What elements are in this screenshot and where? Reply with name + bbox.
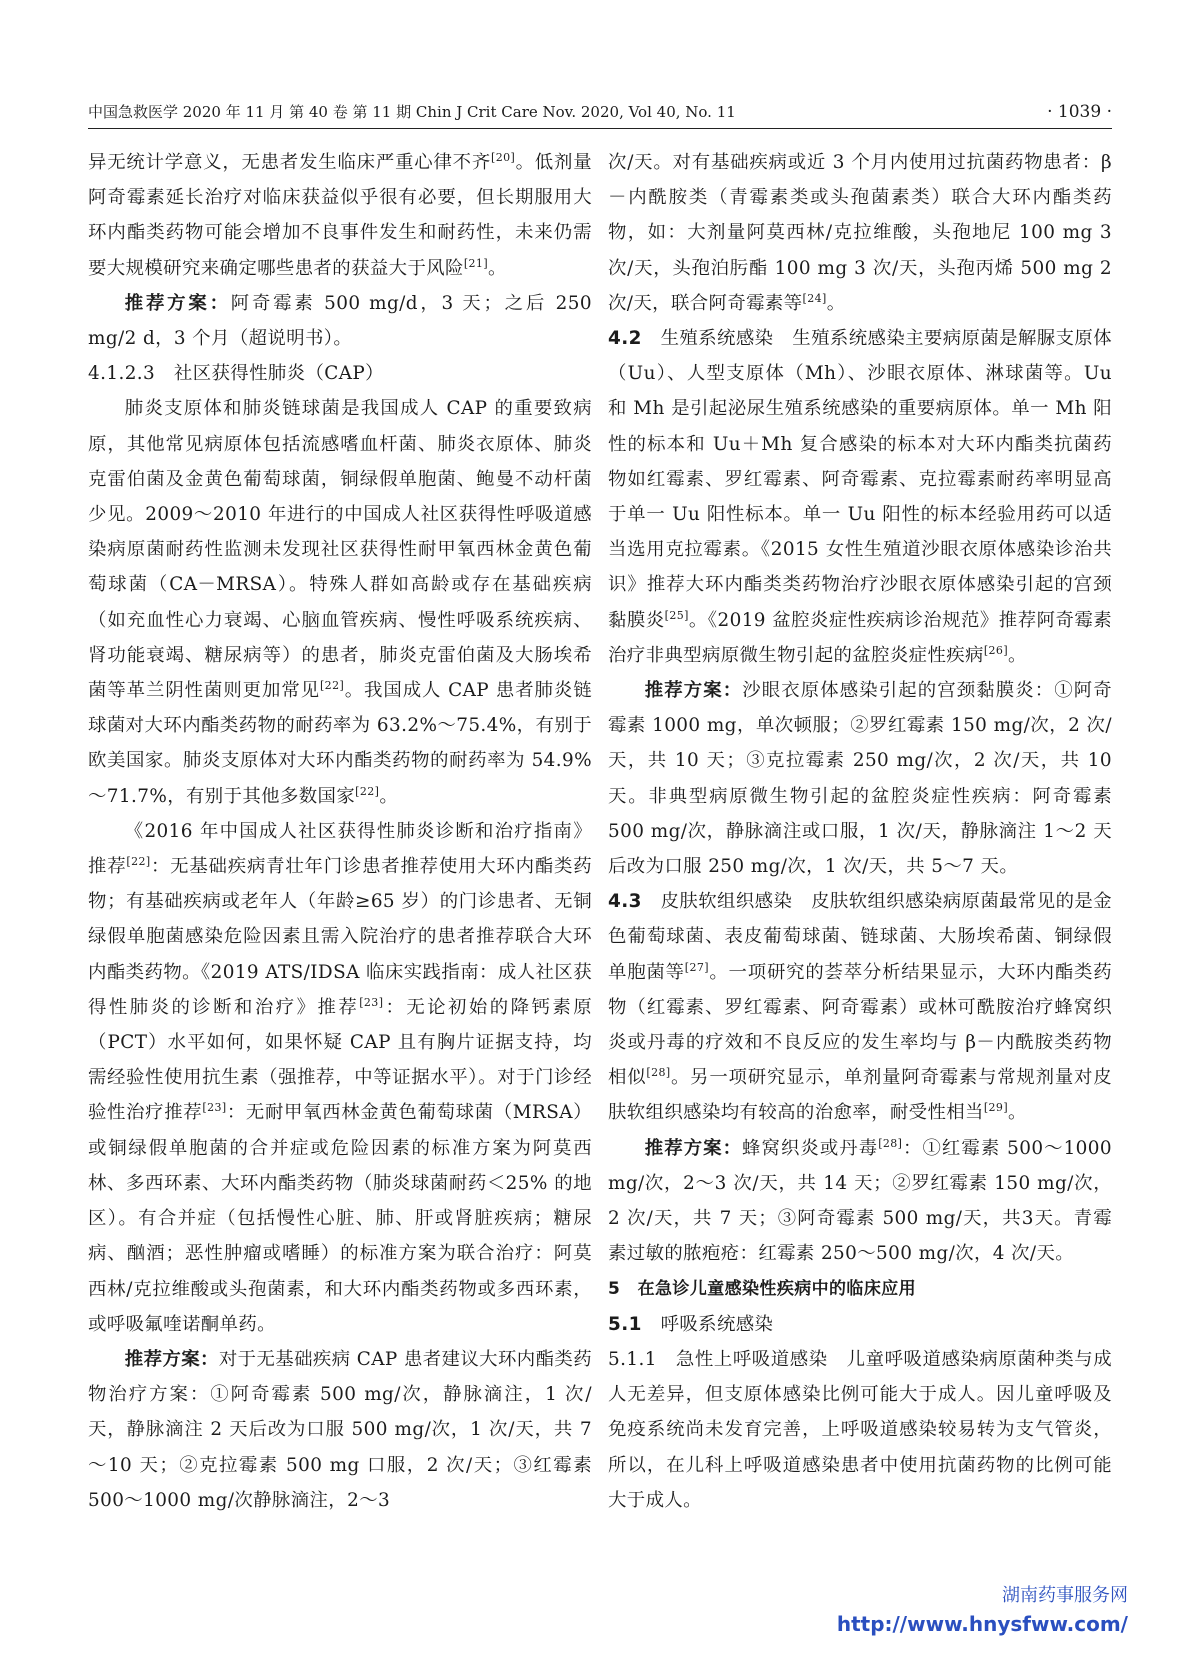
text: 。另一项研究显示，单剂量阿奇霉素与常规剂量对皮肤软组织感染均有较高的治愈率，耐受性相当	[608, 1067, 1112, 1124]
citation: [26]	[983, 643, 1009, 657]
section-title: 生殖系统感染	[660, 328, 774, 350]
text: 。	[1008, 1102, 1027, 1124]
text: 。一项研究的荟萃分析结果显示，大环内酯类药物（红霉素、罗红霉素、阿奇霉素）或林可酰胺治疗蜂窝织炎或丹毒的疗效和不良反应的发生率均与 β－内酰胺类药物相似	[608, 961, 1112, 1089]
recommendation-label: 推荐方案：	[644, 1137, 743, 1159]
text: 。低剂量阿奇霉素延长治疗对临床获益似乎很有必要，但长期服用大环内酯类药物可能会增加不良事件发生和耐药性，未来仍需要大规模研究来确定哪些患者的获益大于风险	[88, 152, 592, 279]
watermark-name: 湖南药事服务网	[1002, 1585, 1128, 1606]
text: 沙眼衣原体感染引起的宫颈黏膜炎：①阿奇霉素 1000 mg，单次顿服；②罗红霉素 150 mg/次，2 次/天，共 10 天；③克拉霉素 250 mg/次，2 次/天，共 10 天。非典型病原微生物引起的盆腔炎症性疾病：阿奇霉素 500 mg/次，静脉滴注或口服，1 次/天，静脉滴注 1～2 天后改为口服 250 mg/次，1 次/天，共 5～7 天。	[608, 680, 1112, 878]
recommendation	[88, 286, 592, 356]
text: 肺炎支原体和肺炎链球菌是我国成人 CAP 的重要致病原，其他常见病原体包括流感嗜血杆菌、肺炎衣原体、肺炎克雷伯菌及金黄色葡萄球菌，铜绿假单胞菌、鲍曼不动杆菌少见。2009～2010 年进行的中国成人社区获得性呼吸道感染病原菌耐药性监测未发现社区获得性耐甲氧西林金黄色葡萄球菌（CA－MRSA）。特殊人群如高龄或存在基础疾病（如充血性心力衰竭、心脑血管疾病、慢性呼吸系统疾病、肾功能衰竭、糖尿病等）的患者，肺炎克雷伯菌及大肠埃希菌等革兰阴性菌则更加常见	[88, 398, 592, 702]
citation: [23]	[359, 995, 384, 1009]
text: 《2016 年中国成人社区获得性肺炎诊断和治疗指南》推荐	[88, 820, 592, 878]
text: 。	[488, 257, 507, 279]
text: ：①红霉素 500～1000 mg/次，2～3 次/天，共 14 天；②罗红霉素 150 mg/次，2 次/天，共 7 天；③阿奇霉素 500 mg/天，共3天。青霉素过敏的脓疱疮：红霉素 250～500 mg/次，4 次/天。	[608, 1137, 1112, 1265]
text: 对于无基础疾病 CAP 患者建议大环内酯类药物治疗方案：①阿奇霉素 500 mg/次，静脉滴注，1 次/天，静脉滴注 2 天后改为口服 500 mg/次，1 次/天，共 7～10 天；②克拉霉素 500 mg 口服，2 次/天；③红霉素 500～1000 mg/次静脉滴注，2～3	[88, 1348, 592, 1511]
text: 蜂窝织炎或丹毒	[742, 1137, 879, 1159]
text: 异无统计学意义，无患者发生临床严重心律不齐	[88, 152, 492, 173]
citation: [27]	[684, 960, 709, 974]
text: 。《2019 盆腔炎症性疾病诊治规范》推荐阿奇霉素治疗非典型病原微生物引起的盆腔炎症性疾病	[608, 609, 1113, 666]
citation: [20]	[491, 150, 516, 164]
paragraph	[608, 1342, 1112, 1518]
paragraph	[88, 814, 592, 1342]
paragraph	[88, 145, 592, 286]
section-number: 4.3	[608, 891, 642, 913]
text: 儿童呼吸道感染病原菌种类与成人无差异，但支原体感染比例可能大于成人。因儿童呼吸及免疫系统尚未发育完善，上呼吸道感染较易转为支气管炎，所以，在儿科上呼吸道感染患者中使用抗菌药物的比例可能大于成人。	[608, 1348, 1112, 1511]
citation: [28]	[646, 1066, 671, 1080]
recommendation-label: 推荐方案：	[644, 680, 743, 702]
text: ：无基础疾病青壮年门诊患者推荐使用大环内酯类药物；有基础疾病或老年人（年龄≥65 岁）的门诊患者、无铜绿假单胞菌感染危险因素且需入院治疗的患者推荐联合大环内酯类药物。《2019 ATS/IDSA 临床实践指南：成人社区获得性肺炎的诊断和治疗》推荐	[88, 856, 592, 1018]
text: 。我国成人 CAP 患者肺炎链球菌对大环内酯类药物的耐药率为 63.2%～75.4%，有别于欧美国家。肺炎支原体对大环内酯类药物的耐药率为 54.9%～71.7%，有别于其他多数国家	[88, 680, 592, 807]
text: 。	[379, 785, 399, 807]
section-heading: 4.1.2.3 社区获得性肺炎（CAP）	[88, 363, 384, 385]
paragraph	[608, 321, 1112, 673]
section-title: 皮肤软组织感染	[660, 891, 793, 913]
recommendation	[608, 1131, 1112, 1272]
left-column	[88, 145, 592, 1518]
watermark	[837, 1582, 1128, 1638]
paragraph	[88, 391, 592, 813]
citation: [25]	[664, 608, 689, 622]
subsection-heading	[608, 1307, 1112, 1342]
recommendation	[608, 673, 1112, 884]
text: ：无耐甲氧西林金黄色葡萄球菌（MRSA）或铜绿假单胞菌的合并症或危险因素的标准方案为阿莫西林、多西环素、大环内酯类药物（肺炎球菌耐药＜25% 的地区）。有合并症（包括慢性心脏、肺、肝或肾脏疾病；糖尿病、酗酒；恶性肿瘤或嗜睡）的标准方案为联合治疗：阿莫西林/克拉维酸或头孢菌素，和大环内酯类药物或多西环素，或呼吸氟喹诺酮单药。	[88, 1102, 592, 1335]
section-number: 5.1	[608, 1313, 642, 1335]
citation: [24]	[802, 291, 827, 305]
citation: [28]	[878, 1136, 903, 1150]
paragraph	[608, 884, 1112, 1130]
citation: [22]	[126, 854, 151, 868]
right-column	[608, 145, 1112, 1518]
citation: [21]	[463, 256, 489, 270]
running-header	[88, 98, 1112, 129]
recommendation-label: 推荐方案：	[124, 1348, 219, 1370]
journal-citation: 中国急救医学 2020 年 11 月 第 40 卷 第 11 期 Chin J Crit Care Nov. 2020, Vol 40, No. 11	[88, 103, 736, 121]
section-number: 4.2	[608, 328, 642, 350]
section-title: 呼吸系统感染	[660, 1313, 774, 1335]
citation: [29]	[983, 1101, 1009, 1115]
text: 。	[1008, 644, 1027, 666]
recommendation-label: 推荐方案：	[124, 292, 231, 314]
section-title: 5.1.1 急性上呼吸道感染	[608, 1348, 828, 1370]
text: 次/天。对有基础疾病或近 3 个月内使用过抗菌药物患者：β－内酰胺类（青霉素类或头孢菌素类）联合大环内酯类药物，如：大剂量阿莫西林/克拉维酸，头孢地尼 100 mg 3 次/天，头孢泊肟酯 100 mg 3 次/天，头孢丙烯 500 mg 2 次/天，联合阿奇霉素等	[608, 152, 1112, 314]
text: 。	[826, 292, 846, 314]
text: ：无论初始的降钙素原（PCT）水平如何，如果怀疑 CAP 且有胸片证据支持，均需经验性使用抗生素（强推荐，中等证据水平）。对于门诊经验性治疗推荐	[88, 996, 592, 1124]
citation: [22]	[355, 784, 380, 798]
recommendation	[88, 1342, 592, 1518]
citation: [23]	[202, 1101, 227, 1115]
text: 皮肤软组织感染病原菌最常见的是金色葡萄球菌、表皮葡萄球菌、链球菌、大肠埃希菌、铜绿假单胞菌等	[608, 891, 1112, 983]
text: 阿奇霉素 500 mg/d，3 天；之后 250 mg/2 d，3 个月（超说明书）。	[88, 292, 592, 350]
page-number: · 1039 ·	[1047, 102, 1112, 122]
citation: [22]	[319, 678, 345, 692]
watermark-url: http://www.hnysfww.com/	[836, 1612, 1128, 1636]
paragraph	[608, 145, 1112, 321]
section-heading: 5 在急诊儿童感染性疾病中的临床应用	[608, 1278, 917, 1299]
text: 生殖系统感染主要病原菌是解脲支原体（Uu）、人型支原体（Mh）、沙眼衣原体、淋球菌等。Uu 和 Mh 是引起泌尿生殖系统感染的重要病原体。单一 Mh 阳性的标本和 Uu＋Mh 复合感染的标本对大环内酯类抗菌药物如红霉素、罗红霉素、阿奇霉素、克拉霉素耐药率明显高于单一 Uu 阳性标本。单一 Uu 阳性的标本经验用药可以适当选用克拉霉素。《2015 女性生殖道沙眼衣原体感染诊治共识》推荐大环内酯类类药物治疗沙眼衣原体感染引起的宫颈黏膜炎	[608, 328, 1112, 631]
